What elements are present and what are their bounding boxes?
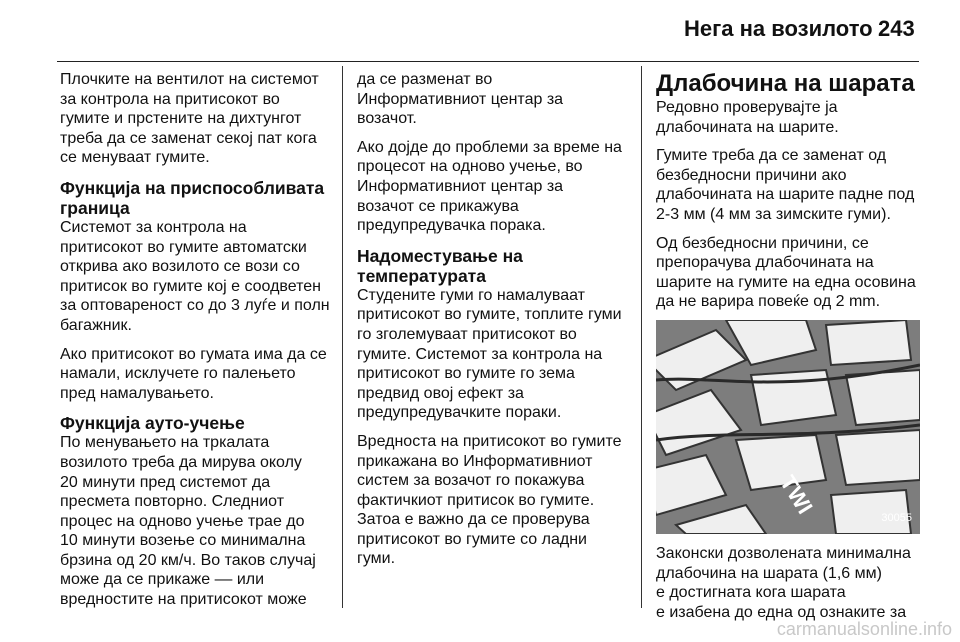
paragraph-legal-minimum: Законски дозволената минимална длабочина на шарата (1,6 мм) е достигната кога шарата е изабена до една од ознаките за bbox=[656, 544, 911, 621]
paragraph-axle-variation: Од безбедносни причини, се препорачува длабочината на шарите на гумите на една осовина да не варира повеќе од 2 mm. bbox=[656, 234, 916, 311]
heading-auto-learn: Функција ауто-учење bbox=[60, 413, 245, 434]
paragraph-check-tread: Редовно проверувајте ја длабочината на шарите. bbox=[656, 99, 839, 136]
page-title: Нега на возилото bbox=[684, 16, 873, 41]
column-3 bbox=[656, 70, 928, 622]
page-header bbox=[0, 0, 960, 62]
column-divider-1 bbox=[342, 66, 343, 608]
header-divider bbox=[57, 61, 919, 62]
paragraph-valve-caps: Плочките на вентилот на системот за контрола на притисокот во гумите и прстените на дихтунгот треба да се заменат секој пат кога се менуваат гумите. bbox=[60, 71, 319, 167]
paragraph-auto-learn: По менувањето на тркалата возилото треба да мирува околу 20 минути пред системот да пресмета повторно. Следниот процес на одново учење трае до 10 минути возење со минимална брзина од 20 км/ч. Во таков случај може да се прикаже –– или вредностите на притисокот може bbox=[60, 434, 316, 609]
column-divider-2 bbox=[641, 66, 642, 608]
paragraph-actual-pressure: Вредноста на притисокот во гумите прикажана во Информативниот систем за возачот го покажува фактичкиот притисок во гумите. Затоа е важно да се проверува притисокот во гумите со ладни гуми. bbox=[357, 432, 622, 568]
heading-tread-depth: Длабочина на шарата bbox=[656, 70, 915, 97]
page-number: 243 bbox=[878, 16, 915, 41]
paragraph-pressure-reduce: Ако притисокот во гумата има да се намали, исклучете го палењето пред намалувањето. bbox=[60, 345, 327, 402]
paragraph-relearn-problem: Ако дојде до проблеми за време на процесот на одново учење, во Информативниот центар за возачот се прикажува предупредувачка порака. bbox=[357, 138, 622, 235]
figure-code: 30055 bbox=[881, 512, 912, 525]
tyre-tread-image bbox=[656, 320, 920, 534]
paragraph-adaptive-limit: Системот за контрола на притисокот во гумите автоматски открива ако возилото се вози со притисок во гумите кој е соодветен за оптовареност со до 3 луѓе и полн багажник. bbox=[60, 218, 330, 334]
watermark: carmanualsonline.info bbox=[776, 619, 952, 639]
paragraph-replace-tyres: Гумите треба да се заменат од безбедносни причини ако длабочината на шарите падне под 2-3 мм (4 мм за зимските гуми). bbox=[656, 147, 915, 223]
heading-temperature: Надоместување на температурата bbox=[357, 245, 523, 286]
column-1 bbox=[60, 70, 332, 610]
column-2 bbox=[357, 70, 629, 569]
twi-marker-label: TWI bbox=[775, 470, 818, 519]
heading-adaptive-limit: Функција на приспособливата граница bbox=[60, 177, 325, 218]
paragraph-temperature: Студените гуми го намалуваат притисокот во гумите, топлите гуми го зголемуваат притисокот во гумите. Системот за контрола на притисокот во гумите го зема предвид овој ефект за предупредувачките пораки. bbox=[357, 286, 622, 422]
paragraph-dic-swap: да се разменат во Информативниот центар за возачот. bbox=[357, 71, 564, 128]
